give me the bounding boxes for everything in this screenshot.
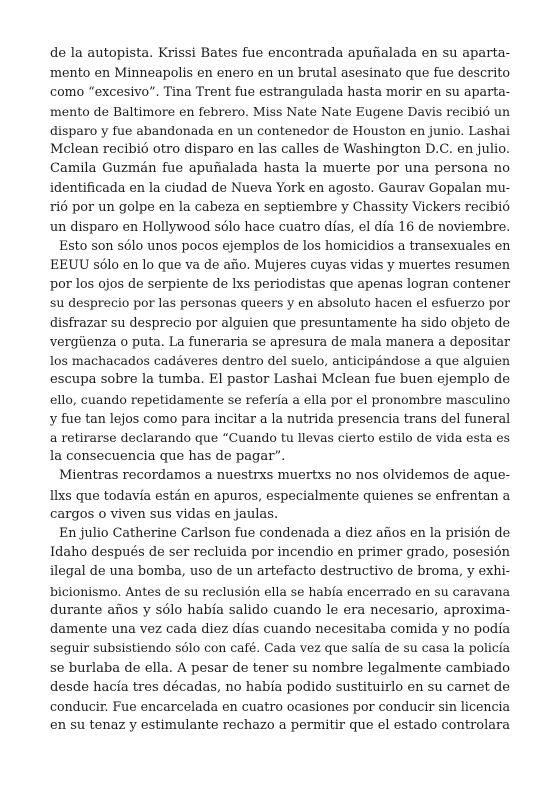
text-line: seguir subsistiendo sólo con café. Cada vez que salía de su casa la policía [50, 641, 510, 656]
text-line: cargos o viven sus vidas en jaulas. [50, 506, 279, 522]
text-line: los machacados cadáveres dentro del suelo, anticipándose a que alguien [50, 353, 510, 369]
text-line: ilegal de una bomba, uso de un artefacto destructivo de broma, y exhi- [50, 564, 510, 580]
text-line: Idaho después de ser recluida por incendio en primer grado, posesión [50, 545, 510, 561]
text-line: y fue tan lejos como para incitar a la nutrida presencia trans del funeral [50, 410, 511, 426]
text-line: Mclean recibió otro disparo en las calles de Washington D.C. en julio. [50, 142, 510, 158]
text-line: Mientras recordamos a nuestrxs muertxs no nos olvidemos de aque- [59, 468, 510, 484]
paragraph-1 [50, 44, 510, 236]
text-line: escupa sobre la tumba. El pastor Lashai Mclean fue buen ejemplo de [50, 372, 510, 388]
text-line: se burlaba de ella. A pesar de tener su nombre legalmente cambiado [50, 660, 510, 676]
text-line: rió por un golpe en la cabeza en septiembre y Chassity Vickers recibió [50, 199, 510, 215]
text-line: su desprecio por las personas queers y en absoluto hacen el esfuerzo por [50, 295, 510, 310]
text-line: EEUU sólo en lo que va de año. Mujeres cuyas vidas y muertes resumen [50, 257, 510, 273]
text-line: vergüenza o puta. La funeraria se apresura de mala manera a depositar [50, 334, 510, 350]
text-line: la consecuencia que has de pagar”. [50, 449, 286, 465]
text-line: como “excesivo”. Tina Trent fue estrangulada hasta morir en su aparta- [50, 84, 510, 100]
text-line: Esto son sólo unos pocos ejemplos de los homicidios a transexuales en [59, 238, 511, 254]
text-line: ello, cuando repetidamente se refería a ella por el pronombre masculino [50, 391, 511, 407]
text-line: por los ojos de serpiente de lxs periodistas que apenas logran contener [50, 276, 511, 292]
text-line: llxs que todavía están en apuros, especialmente quienes se enfrentan a [50, 487, 511, 503]
text-line: identificada en la ciudad de Nueva York en agosto. Gaurav Gopalan mu- [50, 180, 511, 196]
text-line: mento en Minneapolis en enero en un brutal asesinato que fue descrito [50, 65, 510, 81]
text-line: bicionismo. Antes de su reclusión ella se había encerrado en su caravana [50, 583, 510, 599]
text-line: durante años y sólo había salido cuando le era necesario, aproxima- [50, 602, 510, 618]
text-line: de la autopista. Krissi Bates fue encontrada apuñalada en su aparta- [50, 46, 510, 61]
text-line: conducir. Fue encarcelada en cuatro ocasiones por conducir sin licencia [50, 698, 510, 714]
page-body [50, 44, 510, 735]
text-line: en su tenaz y estimulante rechazo a permitir que el estado controlara [50, 718, 510, 734]
text-line: mento de Baltimore en febrero. Miss Nate Nate Eugene Davis recibió un [50, 103, 510, 119]
text-line: un disparo en Hollywood sólo hace cuatro días, el día 16 de noviembre. [50, 218, 511, 234]
text-line: desde hacía tres décadas, no había podido sustituirlo en su carnet de [50, 679, 510, 695]
text-line: a retirarse declarando que “Cuando tu llevas cierto estilo de vida esta es [50, 430, 510, 446]
paragraph-4 [50, 524, 510, 735]
paragraph-3 [50, 466, 510, 524]
text-line: disparo y fue abandonada en un contenedor de Houston en junio. Lashai [50, 122, 510, 138]
text-line: Camila Guzmán fue apuñalada hasta la muerte por una persona no [50, 161, 510, 177]
text-line: damente una vez cada diez días cuando necesitaba comida y no podía [50, 622, 511, 638]
text-line: disfrazar su desprecio por alguien que presuntamente ha sido objeto de [50, 314, 510, 330]
text-line: En julio Catherine Carlson fue condenada a diez años en la prisión de [59, 526, 511, 542]
paragraph-2 [50, 236, 510, 466]
